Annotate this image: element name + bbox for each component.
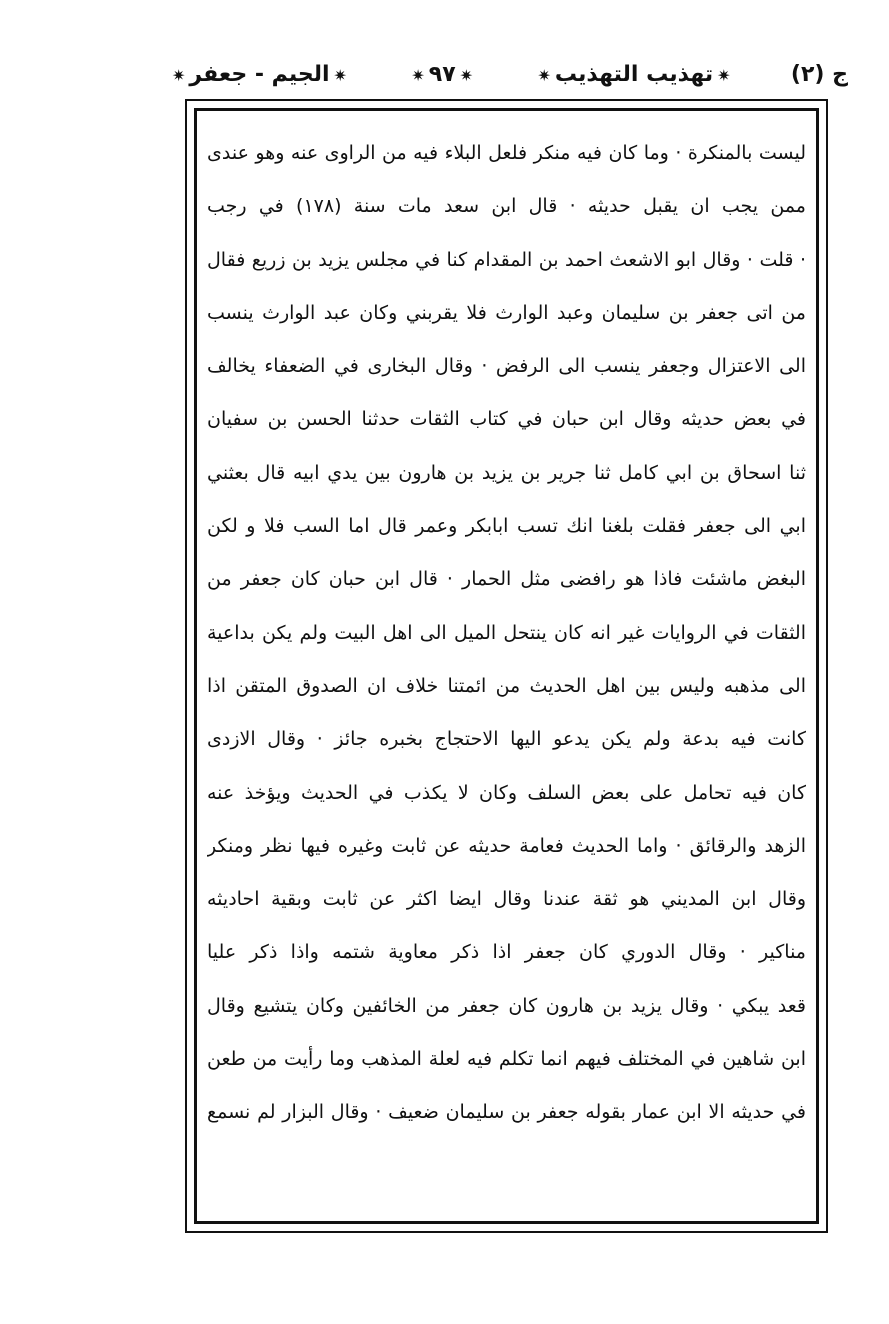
text-line: ابي الى جعفر فقلت بلغنا انك تسب ابابكر وعمر قال اما السب فلا و لكن — [207, 515, 806, 538]
text-line: في حديثه الا ابن عمار بقوله جعفر بن سليمان ضعيف · وقال البزار لم نسمع — [207, 1101, 806, 1124]
text-line: الثقات في الروايات غير انه كان ينتحل الميل الى اهل البيت ولم يكن بداعية — [207, 621, 806, 644]
section-title: الجيم - جعفر — [189, 61, 330, 87]
ornament-star-icon: ✷ — [333, 65, 347, 85]
text-line: في بعض حديثه وقال ابن حبان في كتاب الثقات حدثنا الحسن بن سفيان — [207, 408, 806, 431]
text-line: ليست بالمنكرة · وما كان فيه منكر فلعل البلاء فيه من الراوى عنه وهو عندى — [207, 142, 806, 164]
ornament-star-icon: ✷ — [411, 65, 425, 85]
text-line: مناكير · وقال الدوري كان جعفر اذا ذكر معاوية شتمه واذا ذكر عليا — [207, 941, 806, 964]
ornament-star-icon: ✷ — [537, 65, 551, 85]
text-line: · قلت · وقال ابو الاشعث احمد بن المقدام كنا في مجلس يزيد بن زريع فقال — [207, 248, 806, 271]
text-line: من اتى جعفر بن سليمان وعبد الوارث فلا يقربني وكان عبد الوارث ينسب — [207, 301, 806, 324]
text-line: البغض ماشئت فاذا هو رافضى مثل الحمار · قال ابن حبان كان جعفر من — [207, 568, 806, 591]
text-line: ثنا اسحاق بن ابي كامل ثنا جرير بن يزيد بن هارون بين يدي ابيه قال بعثني — [207, 461, 806, 484]
book-title: تهذيب التهذيب — [554, 61, 714, 87]
page-number-group — [407, 62, 477, 87]
text-line: كان فيه تحامل على بعض السلف وكان لا يكذب في الحديث ويؤخذ عنه — [207, 781, 806, 804]
text-line: كانت فيه بدعة ولم يكن يدعو اليها الاحتجاج بخبره جائز · وقال الازدى — [207, 728, 806, 751]
page-border-inner — [194, 108, 819, 1224]
ornament-star-icon: ✷ — [459, 65, 474, 85]
text-line: الزهد والرقائق · واما الحديث فعامة حديثه عن ثابت وغيره فيها نظر ومنكر — [207, 834, 806, 857]
book-title-group — [533, 62, 734, 87]
ornament-star-icon: ✷ — [172, 65, 186, 85]
page-header — [168, 52, 848, 96]
section-group — [168, 62, 351, 87]
text-line: ممن يجب ان يقبل حديثه · قال ابن سعد مات سنة (١٧٨) في رجب — [207, 195, 806, 218]
text-line: وقال ابن المديني هو ثقة عندنا وقال ايضا اكثر عن ثابت وبقية احاديثه — [207, 888, 806, 911]
text-line: ابن شاهين في المختلف فيهم انما تكلم فيه لعلة المذهب وما رأيت من طعن — [207, 1048, 806, 1071]
page-number: ٩٧ — [428, 61, 456, 87]
ornament-star-icon: ✷ — [717, 65, 731, 85]
volume-label: ج (٢) — [790, 61, 848, 87]
text-line: الى الاعتزال وجعفر ينسب الى الرفض · وقال البخارى في الضعفاء يخالف — [207, 355, 806, 378]
body-text — [207, 127, 806, 1140]
page-border-outer — [185, 99, 828, 1233]
text-line: قعد يبكي · وقال يزيد بن هارون كان جعفر من الخائفين وكان يتشيع وقال — [207, 994, 806, 1017]
text-line: الى مذهبه وليس بين اهل الحديث من ائمتنا خلاف ان الصدوق المتقن اذا — [207, 674, 806, 697]
